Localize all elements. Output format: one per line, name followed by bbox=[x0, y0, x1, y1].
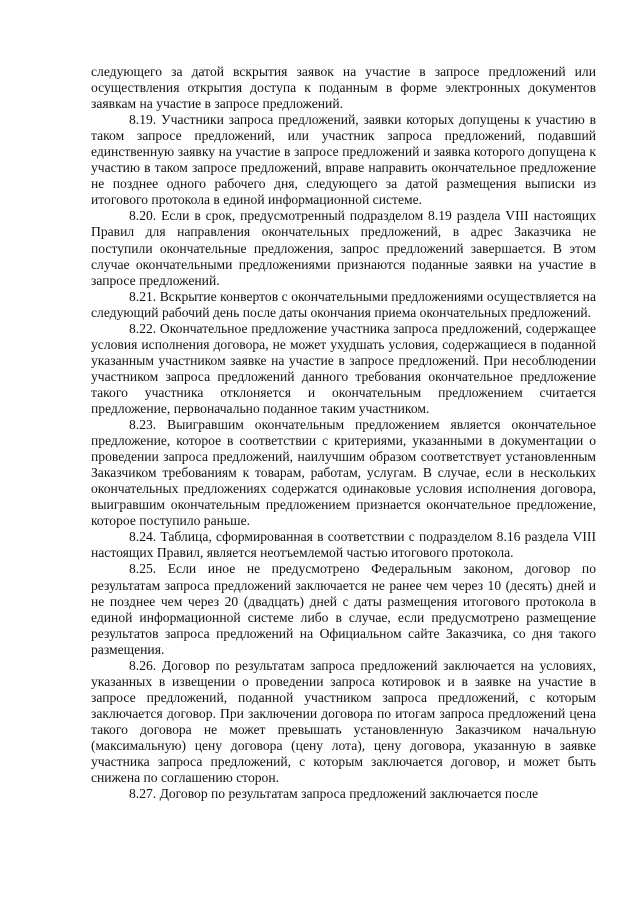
paragraph-text: Если иное не предусмотрено Федеральным законом, договор по результатам запроса предложений заключается не ранее чем через 10 (десять) дней и не позднее чем через 20 (двадцать) дней с даты размещения итогового протокола в единой информационной системе либо в случае, если предусмотрено размещение результатов запроса предложений на Официальном сайте Заказчика, со дня такого размещения. bbox=[91, 561, 596, 657]
paragraph-text: Договор по результатам запроса предложений заключается после bbox=[159, 786, 539, 802]
paragraph-number: 8.20. bbox=[129, 208, 157, 224]
paragraph-text: Таблица, сформированная в соответствии с подразделом 8.16 раздела VIII настоящих Правил, является неотъемлемой частью итогового протокола. bbox=[91, 529, 596, 561]
paragraph-number: 8.25. bbox=[129, 561, 157, 577]
paragraph-text: Участники запроса предложений, заявки которых допущены к участию в таком запросе предложений, или участник запроса предложений, подавший единственную заявку на участие в запросе предложений и заявка которого допущена к участию в таком запросе предложений, вправе направить окончательное предложение не позднее одного рабочего дня, следующего за датой размещения выписки из итогового протокола в единой информационной системе. bbox=[91, 112, 596, 208]
paragraph-8-22 bbox=[91, 321, 596, 417]
paragraph-text: Если в срок, предусмотренный подразделом 8.19 раздела VIII настоящих Правил для направления окончательных предложений, в адрес Заказчика не поступили окончательные предложения, запрос предложений завершается. В этом случае окончательными предложениями признаются поданные заявки на участие в запросе предложений. bbox=[91, 208, 596, 288]
paragraph-8-23 bbox=[91, 417, 596, 529]
paragraph-text: Договор по результатам запроса предложений заключается на условиях, указанных в извещении о проведении запроса котировок и в заявке на участие в запросе предложений, поданной участником запроса предложений, с которым заключается договор. При заключении договора по итогам запроса предложений цена такого договора не может превышать установленную Заказчиком начальную (максимальную) цену договора (цену лота), цену договора, указанную в заявке участника запроса предложений, с которым заключается договор, и может быть снижена по соглашению сторон. bbox=[91, 657, 596, 786]
paragraph-text: Окончательное предложение участника запроса предложений, содержащее условия исполнения договора, не может ухудшать условия, содержащиеся в поданной указанным участником заявке на участие в запросе предложений. При несоблюдении участником запроса предложений данного требования окончательное предложение такого участника отклоняется и окончательным предложением считается предложение, первоначально поданное таким участником. bbox=[91, 320, 596, 416]
paragraph-number: 8.26. bbox=[129, 657, 157, 673]
paragraph-number: 8.21. bbox=[129, 288, 157, 304]
paragraph-number: 8.22. bbox=[129, 320, 157, 336]
paragraph-text: Вскрытие конвертов с окончательными предложениями осуществляется на следующий рабочий день после даты окончания приема окончательных предложений. bbox=[91, 288, 596, 320]
paragraph-8-26 bbox=[91, 658, 596, 786]
paragraph-number: 8.27. bbox=[129, 786, 157, 802]
document-body bbox=[91, 64, 596, 802]
paragraph-text: Выигравшим окончательным предложением является окончательное предложение, которое в соответствии с критериями, указанными в документации о проведении запроса предложений, наилучшим образом соответствует установленным Заказчиком требованиям к товарам, работам, услугам. В случае, если в нескольких окончательных предложениях содержатся одинаковые условия исполнения договора, выигравшим окончательным предложением признается окончательное предложение, которое поступило раньше. bbox=[91, 417, 596, 529]
paragraph-8-27 bbox=[91, 786, 596, 802]
paragraph-8-20 bbox=[91, 208, 596, 288]
paragraph-8-21 bbox=[91, 289, 596, 321]
paragraph-continuation bbox=[91, 64, 596, 112]
paragraph-8-24 bbox=[91, 529, 596, 561]
paragraph-8-19 bbox=[91, 112, 596, 208]
paragraph-number: 8.19. bbox=[129, 112, 157, 128]
paragraph-number: 8.23. bbox=[129, 417, 157, 433]
paragraph-number: 8.24. bbox=[129, 529, 157, 545]
paragraph-8-25 bbox=[91, 561, 596, 657]
paragraph-text: следующего за датой вскрытия заявок на участие в запросе предложений или осуществления открытия доступа к поданным в форме электронных документов заявкам на участие в запросе предложений. bbox=[91, 64, 596, 112]
